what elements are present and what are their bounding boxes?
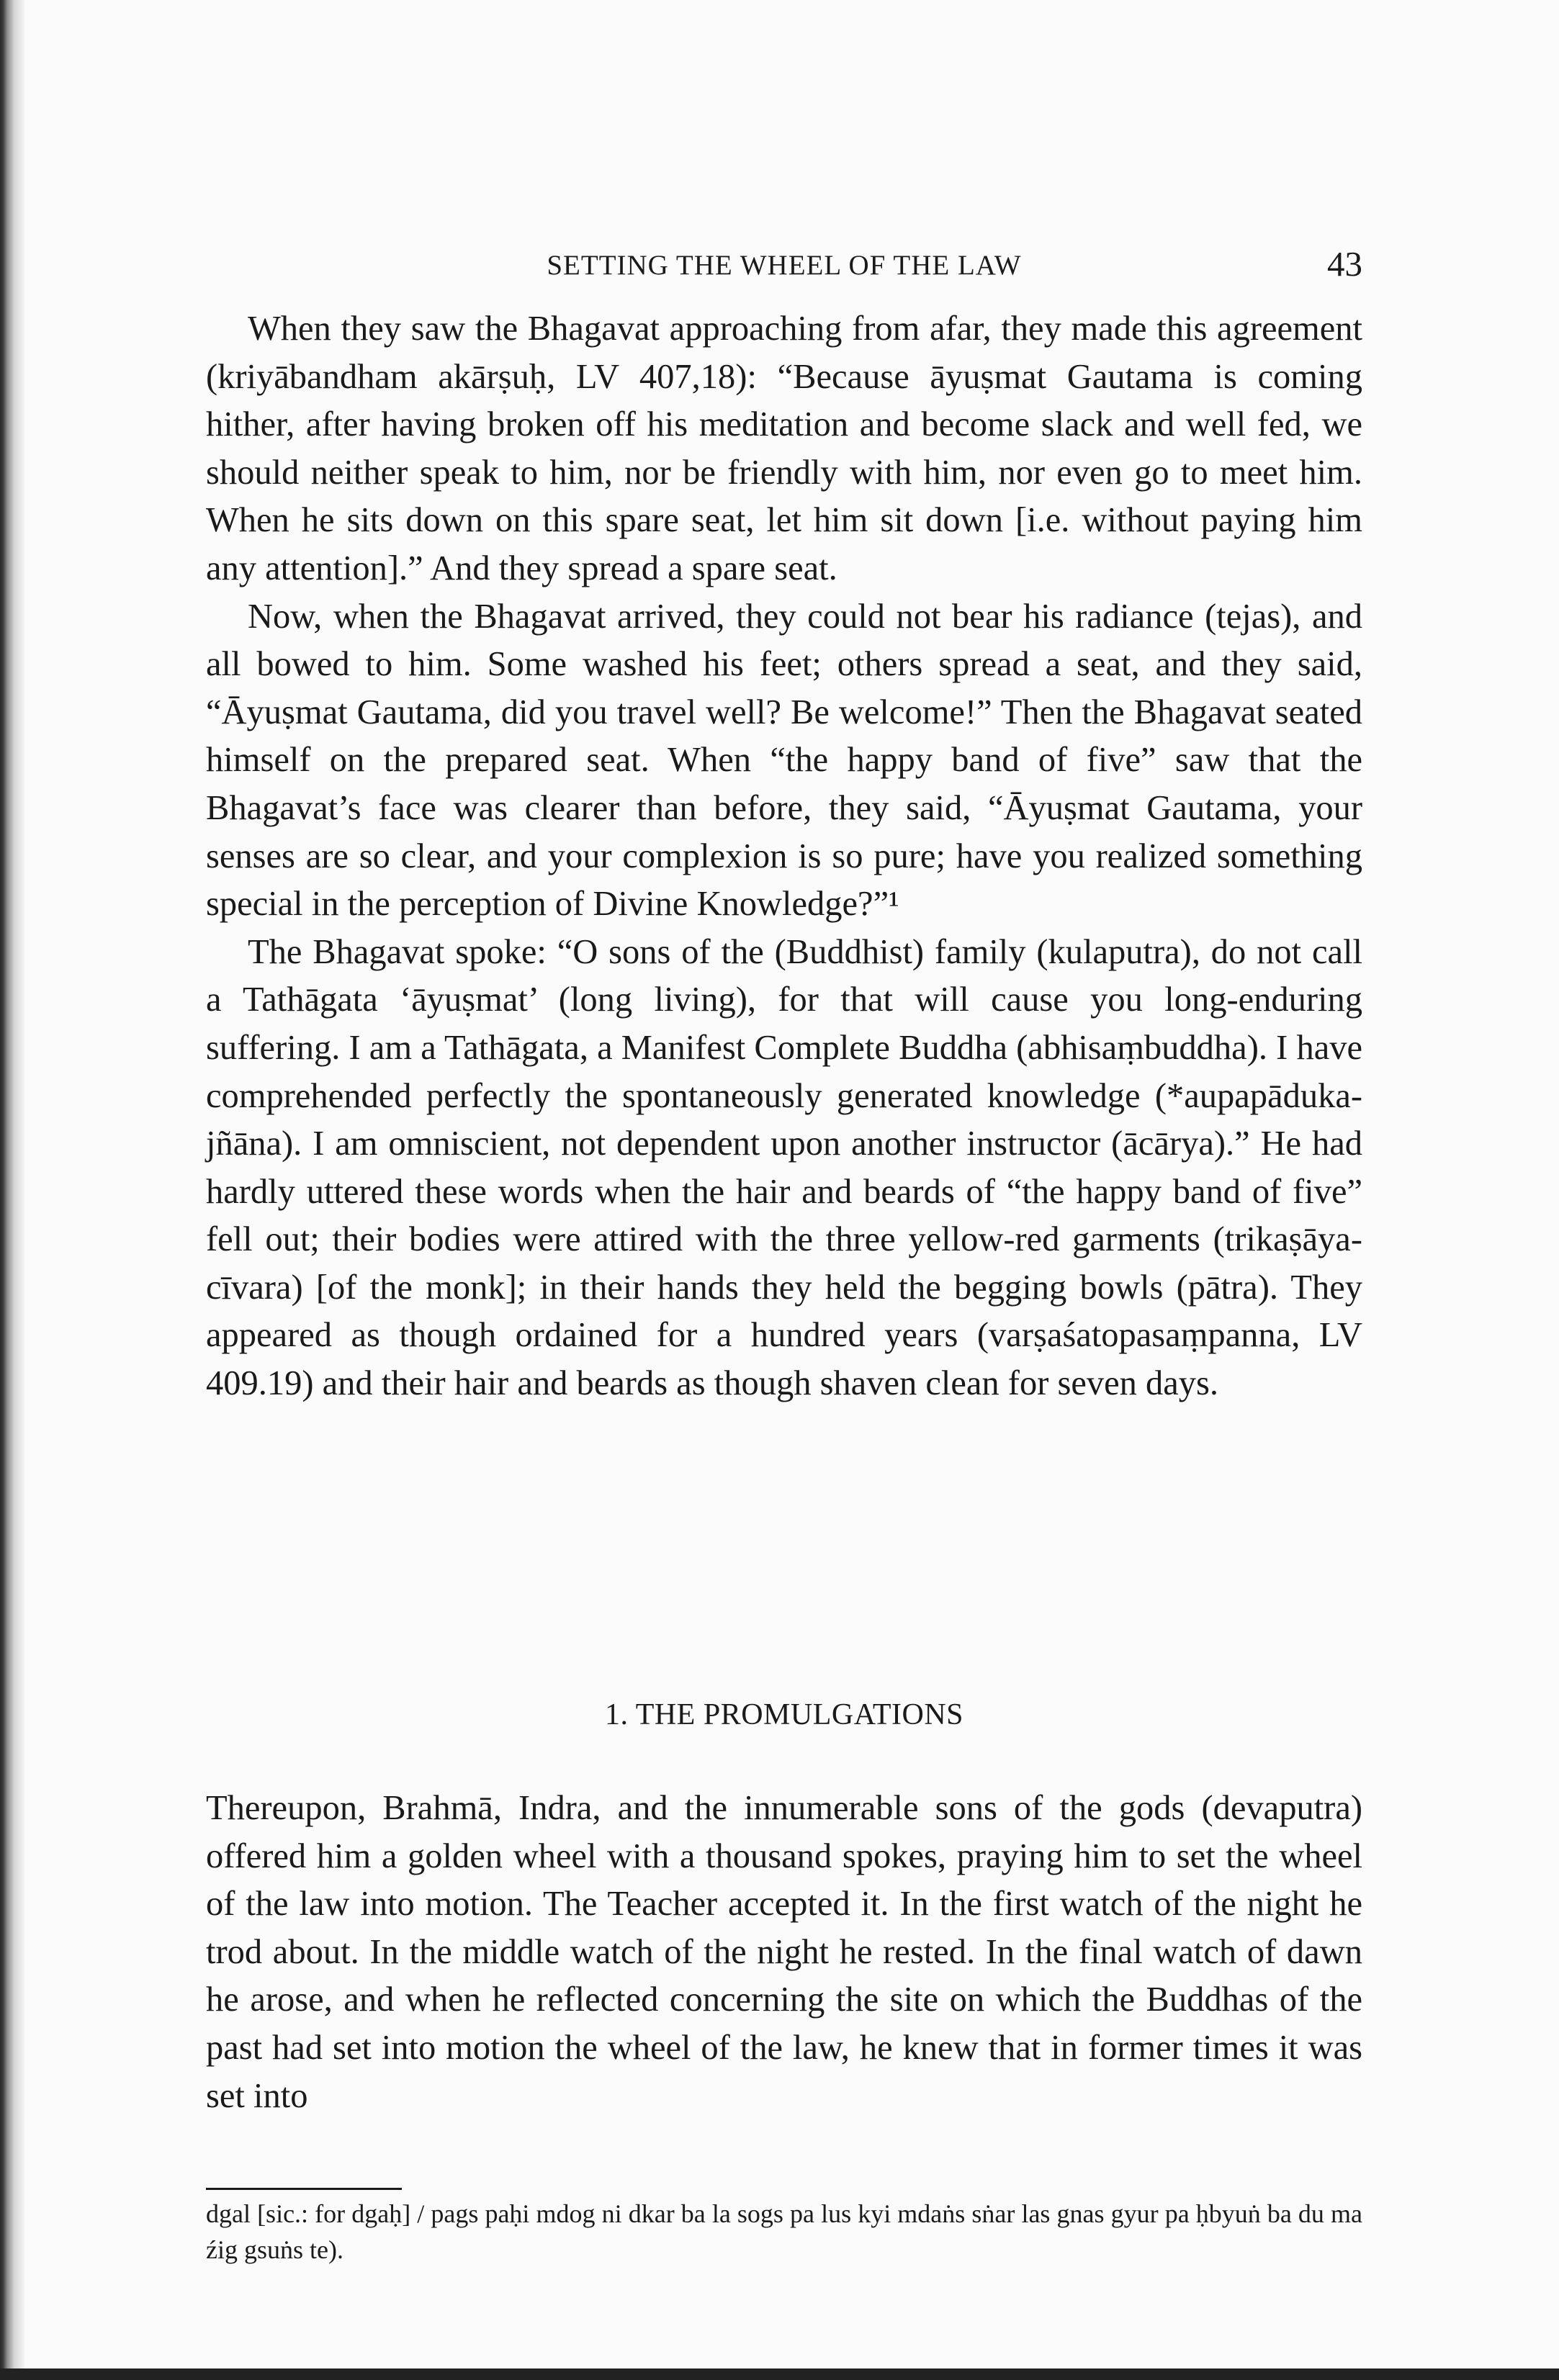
page-number: 43 [1327,244,1362,284]
page-bottom-edge [0,2368,1559,2380]
section-body-text [206,1785,1362,2120]
running-title: SETTING THE WHEEL OF THE LAW [547,250,1022,281]
section-heading: 1. THE PROMULGATIONS [604,1698,964,1731]
paragraph: Now, when the Bhagavat arrived, they could not bear his radiance (tejas), and all bowed to him. Some washed his feet; others spread a seat, and they said, “Āyuṣmat Gautama, did you travel well? Be welcome!” Then the Bhagavat seated himself on the prepared seat. When “the happy band of five” saw that the Bhagavat’s face was clearer than before, they said, “Āyuṣmat Gautama, your senses are so clear, and your complexion is so pure; have you realized something special in the perception of Divine Knowledge?”¹ [206,597,1362,924]
paragraph: The Bhagavat spoke: “O sons of the (Buddhist) family (kulaputra), do not call a Tathāgata ‘āyuṣmat’ (long living), for that will cause you long-enduring suffering. I am a Tathāgata, a Manifest Complete Buddha (abhisaṃbuddha). I have comprehended perfectly the spontaneously generated knowledge (*aupapāduka-jñāna). I am omniscient, not dependent upon another instructor (ācārya).” He had hardly uttered these words when the hair and beards of “the happy band of five” fell out; their bodies were attired with the three yellow-red garments (trikaṣāyacīvara) [of the monk]; in their hands they held the begging bowls (pātra). They appeared as though ordained for a hundred years (varṣaśatopasaṃpanna, LV 409.19) and their hair and beards as though shaven clean for seven days. [206,932,1362,1403]
page-binding-edge [0,0,24,2380]
body-text [206,305,1362,1408]
paragraph: When they saw the Bhagavat approaching from afar, they made this agreement (kriyābandham akārṣuḥ, LV 407,18): “Because āyuṣmat Gautama is coming hither, after having broken off his meditation and become slack and well fed, we should neither speak to him, nor be friendly with him, nor even go to meet him. When he sits down on this spare seat, let him sit down [i.e. without paying him any attention].” And they spread a spare seat. [206,310,1362,587]
running-header [206,243,1362,289]
footnote-divider [206,2188,402,2190]
footnote: dgal [sic.: for dgaḥ] / pags paḥi mdog ni dkar ba la sogs pa lus kyi mdaṅs sṅar las gnas gyur pa ḥbyuṅ ba du ma źig gsuṅs te). [206,2199,1362,2264]
paragraph: Thereupon, Brahmā, Indra, and the innumerable sons of the gods (devaputra) offered him a golden wheel with a thousand spokes, praying him to set the wheel of the law into motion. The Teacher accepted it. In the first watch of the night he trod about. In the middle watch of the night he rested. In the final watch of dawn he arose, and when he reflected concerning the site on which the Buddhas of the past had set into motion the wheel of the law, he knew that in former times it was set into [206,1789,1362,2115]
